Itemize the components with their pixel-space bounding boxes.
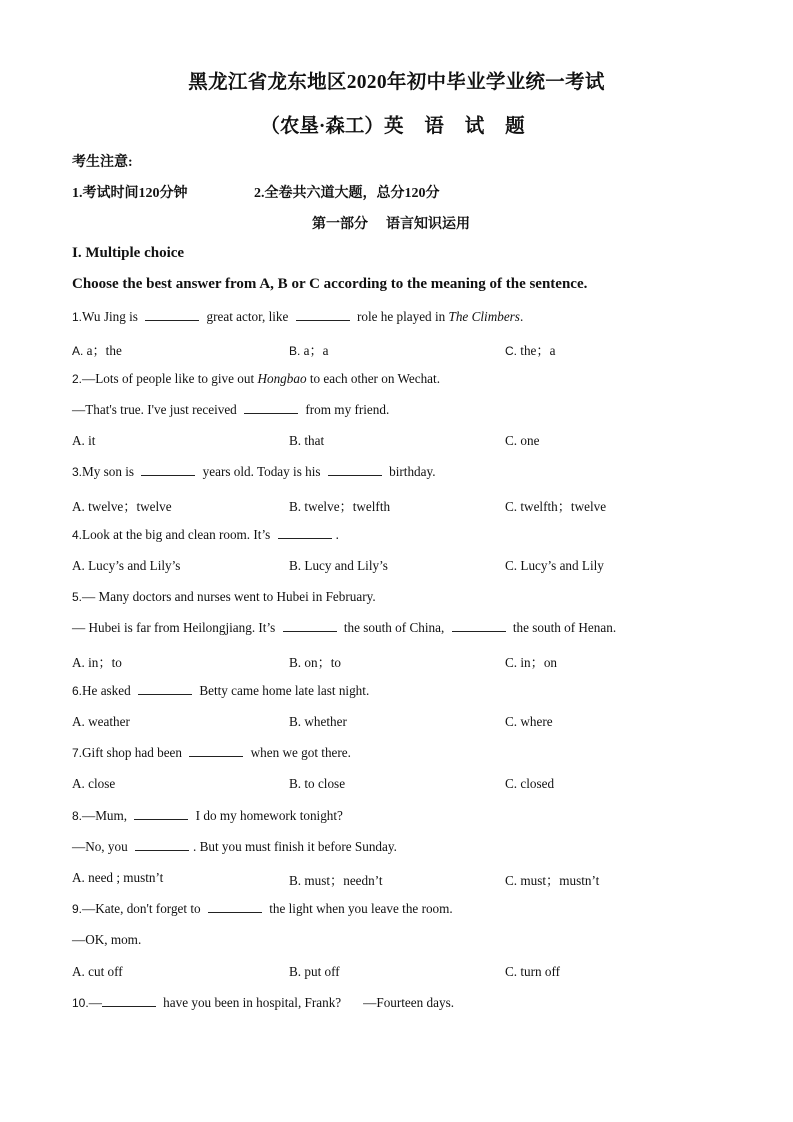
q2-option-b [289, 433, 324, 449]
text-span: A. [72, 714, 85, 729]
answer-blank [141, 465, 195, 476]
text-span: turn off [517, 964, 561, 979]
question-8 [72, 808, 343, 824]
q9-option-b [289, 964, 340, 980]
answer-blank [278, 528, 332, 539]
text-span: A. [72, 870, 85, 885]
text-span: that [301, 433, 325, 448]
text-span: close [84, 776, 116, 791]
q6-option-a [72, 714, 130, 730]
text-span: twelve；twelfth [301, 499, 391, 514]
q8-option-c [505, 870, 599, 889]
text-span: a；the [83, 343, 122, 358]
text-span: B. [289, 433, 302, 448]
answer-blank [452, 621, 506, 632]
text-span: on；to [301, 655, 342, 670]
text-span: A. [72, 499, 85, 514]
text-span: —That's true. I've just received [72, 402, 241, 417]
text-span: 3. [72, 465, 83, 479]
text-span: —No, you [72, 839, 131, 854]
text-span: . [519, 309, 524, 324]
text-span: B. [289, 344, 301, 358]
text-span: Lucy and Lily’s [301, 558, 388, 573]
text-span: C. [505, 499, 518, 514]
answer-blank [296, 310, 350, 321]
text-span: Wu Jing is [82, 309, 142, 324]
question-7 [72, 745, 351, 761]
question-1 [72, 309, 523, 325]
q6-option-c [505, 714, 553, 730]
text-span: whether [301, 714, 347, 729]
q2-option-c [505, 433, 539, 449]
text-span: . But you must finish it before Sunday. [192, 839, 397, 854]
q1-option-a [72, 340, 122, 359]
text-span: C. [505, 655, 518, 670]
exam-title: 黑龙江省龙东地区2020年初中毕业学业统一考试 [188, 72, 605, 93]
answer-blank [189, 746, 243, 757]
question-5-line-2 [72, 620, 616, 636]
part-name: 语言知识运用 [386, 217, 470, 232]
text-span: to each other on Wechat. [306, 371, 440, 386]
text-span: birthday. [385, 464, 436, 479]
text-span: it [84, 433, 96, 448]
q4-option-a [72, 558, 180, 574]
text-span: C. [505, 558, 518, 573]
text-span: C. [505, 344, 517, 358]
answer-blank [134, 809, 188, 820]
text-span: C. [505, 714, 518, 729]
text-span: Lucy’s and Lily [517, 558, 604, 573]
q3-option-c [505, 496, 606, 515]
answer-blank [283, 621, 337, 632]
text-span: — Hubei is far from Heilongjiang. It’s [72, 620, 279, 635]
text-span: B. [289, 714, 302, 729]
text-span: B. [289, 964, 302, 979]
text-span: A. [72, 964, 85, 979]
text-span: C. [505, 873, 518, 888]
q6-option-b [289, 714, 347, 730]
text-span: He asked [82, 683, 135, 698]
text-span: role he played in [353, 309, 449, 324]
question-9-line-2 [72, 932, 141, 948]
text-span: cut off [84, 964, 123, 979]
text-span: C. [505, 433, 518, 448]
text-span: B. [289, 655, 302, 670]
q2-option-a [72, 433, 95, 449]
q5-option-c [505, 652, 557, 671]
text-span: closed [517, 776, 555, 791]
text-span: 1. [72, 310, 83, 324]
text-span: in；on [517, 655, 558, 670]
question-3 [72, 464, 436, 480]
question-8-line-2 [72, 839, 397, 855]
text-span: need ; mustn’t [84, 870, 164, 885]
notice-label: 考生注意: [72, 155, 133, 170]
q8-option-b [289, 870, 383, 889]
q7-option-b [289, 776, 345, 792]
part-label: 第一部分 [312, 217, 368, 232]
text-span: Betty came home late last night. [196, 683, 370, 698]
text-span: Lucy’s and Lily’s [84, 558, 181, 573]
notice-item-1: 1.考试时间120分钟 [72, 186, 188, 201]
answer-blank [102, 996, 156, 1007]
text-span: B. [289, 873, 302, 888]
text-span: twelfth；twelve [517, 499, 607, 514]
question-2 [72, 371, 440, 387]
text-span: 6. [72, 684, 83, 698]
text-span: 2. [72, 372, 83, 386]
text-span: the；a [517, 343, 556, 358]
q1-option-c [505, 340, 555, 359]
q4-option-c [505, 558, 604, 574]
text-span: — [88, 995, 102, 1010]
text-span: My son is [82, 464, 138, 479]
q8-option-a [72, 870, 163, 886]
question-5 [72, 589, 376, 605]
text-span: A. [72, 344, 84, 358]
text-span: a；a [300, 343, 329, 358]
q9-option-a [72, 964, 123, 980]
q9-option-c [505, 964, 560, 980]
text-span: —OK, mom. [72, 932, 142, 947]
text-span: Hongbao [257, 371, 307, 386]
text-span: must；needn’t [301, 873, 383, 888]
subtitle-prefix: （农垦·森工） [260, 116, 384, 137]
text-span: one [517, 433, 540, 448]
text-span: 8. [72, 809, 83, 823]
text-span: to close [301, 776, 346, 791]
text-span: . [335, 527, 339, 542]
text-span: 5. [72, 590, 83, 604]
q3-option-a [72, 496, 172, 515]
text-span: years old. Today is his [199, 464, 324, 479]
text-span: where [517, 714, 553, 729]
subtitle-main: 英 语 试 题 [383, 116, 533, 137]
text-span: —Fourteen days. [363, 995, 455, 1010]
text-span: the south of Henan. [509, 620, 617, 635]
text-span: have you been in hospital, Frank? [159, 995, 342, 1010]
question-4 [72, 527, 339, 543]
answer-blank [328, 465, 382, 476]
text-span: the light when you leave the room. [265, 901, 453, 916]
text-span: A. [72, 433, 85, 448]
q7-option-a [72, 776, 115, 792]
text-span: weather [84, 714, 130, 729]
question-9 [72, 901, 453, 917]
text-span: C. [505, 964, 518, 979]
exam-subtitle [0, 110, 793, 138]
text-span: put off [301, 964, 340, 979]
notice-item-2: 2.全卷共六道大题，总分120分 [254, 186, 440, 201]
question-6 [72, 683, 369, 699]
text-span: 7. [72, 746, 83, 760]
section-title: I. Multiple choice [72, 245, 185, 261]
text-span: in；to [84, 655, 122, 670]
text-span: 4. [72, 528, 83, 542]
text-span: great actor, like [203, 309, 292, 324]
text-span: —Lots of people like to give out [82, 371, 258, 386]
answer-blank [208, 902, 262, 913]
answer-blank [138, 684, 192, 695]
text-span: when we got there. [247, 745, 351, 760]
q4-option-b [289, 558, 388, 574]
text-span: — Many doctors and nurses went to Hubei in February. [82, 589, 376, 604]
text-span: 9. [72, 902, 83, 916]
text-span: B. [289, 499, 302, 514]
text-span: B. [289, 558, 302, 573]
answer-blank [244, 403, 298, 414]
text-span: A. [72, 655, 85, 670]
text-span: A. [72, 558, 85, 573]
section-instruction: Choose the best answer from A, B or C according to the meaning of the sentence. [72, 276, 588, 292]
text-span: twelve；twelve [84, 499, 172, 514]
text-span: Look at the big and clean room. It’s [82, 527, 274, 542]
text-span: from my friend. [302, 402, 390, 417]
notice-items [72, 182, 440, 202]
q5-option-b [289, 652, 341, 671]
q7-option-c [505, 776, 554, 792]
text-span: Gift shop had been [82, 745, 186, 760]
answer-blank [135, 840, 189, 851]
text-span: I do my homework tonight? [192, 808, 343, 823]
q1-option-b [289, 340, 329, 359]
q3-option-b [289, 496, 390, 515]
text-span: The Climbers [448, 309, 520, 324]
q5-option-a [72, 652, 122, 671]
question-2-line-2 [72, 402, 389, 418]
question-10 [72, 995, 454, 1011]
text-span: the south of China, [340, 620, 448, 635]
answer-blank [145, 310, 199, 321]
text-span: A. [72, 776, 85, 791]
text-span: must；mustn’t [517, 873, 600, 888]
part-heading [312, 213, 470, 233]
text-span: —Mum, [82, 808, 131, 823]
text-span: C. [505, 776, 518, 791]
text-span: B. [289, 776, 302, 791]
text-span: 10. [72, 996, 89, 1010]
text-span: —Kate, don't forget to [82, 901, 204, 916]
